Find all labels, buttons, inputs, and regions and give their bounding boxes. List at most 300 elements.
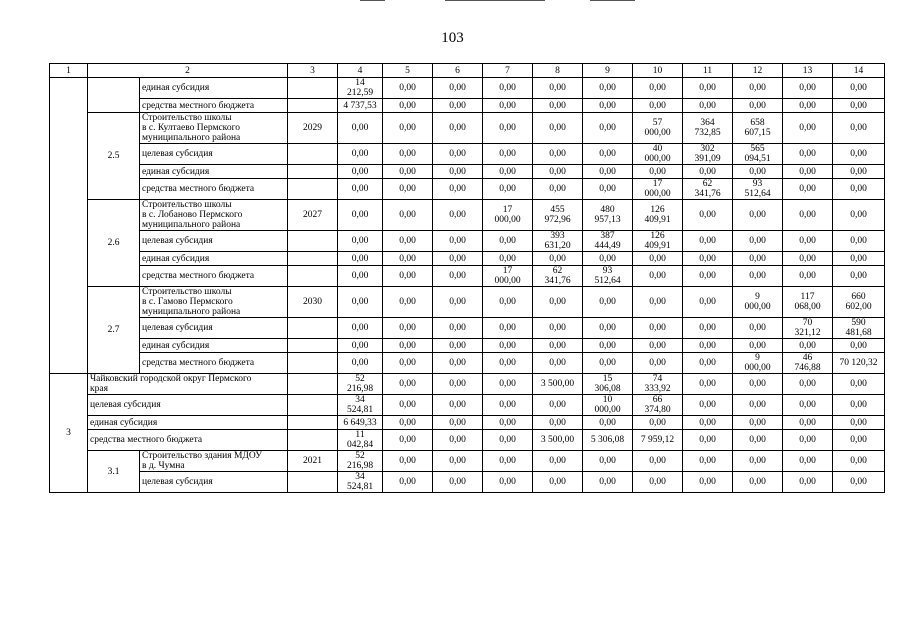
value-cell: 17 000,00 <box>633 179 683 200</box>
section-number-cell: 3 <box>50 374 88 493</box>
value-cell: 0,00 <box>533 113 583 144</box>
value-cell: 52 216,98 <box>338 451 383 472</box>
column-header: 9 <box>583 64 633 78</box>
column-header: 11 <box>683 64 733 78</box>
table-row <box>50 430 885 451</box>
year-cell <box>288 374 338 395</box>
table-row <box>50 200 885 231</box>
value-cell: 0,00 <box>733 78 783 99</box>
value-cell: 0,00 <box>733 374 783 395</box>
value-cell: 658 607,15 <box>733 113 783 144</box>
value-cell: 0,00 <box>483 144 533 165</box>
value-cell: 0,00 <box>383 99 433 113</box>
value-cell: 0,00 <box>733 99 783 113</box>
value-cell: 0,00 <box>783 165 833 179</box>
value-cell: 0,00 <box>433 231 483 252</box>
value-cell: 0,00 <box>633 165 683 179</box>
value-cell: 0,00 <box>833 451 885 472</box>
value-cell: 57 000,00 <box>633 113 683 144</box>
row-label: Строительство здания МДОУ в д. Чумна <box>140 451 288 472</box>
value-cell: 0,00 <box>833 200 885 231</box>
year-cell <box>288 353 338 374</box>
table-row <box>50 179 885 200</box>
value-cell: 0,00 <box>533 451 583 472</box>
value-cell: 0,00 <box>483 179 533 200</box>
value-cell: 74 333,92 <box>633 374 683 395</box>
value-cell: 0,00 <box>533 472 583 493</box>
row-label: средства местного бюджета <box>88 430 288 451</box>
value-cell: 0,00 <box>633 472 683 493</box>
table-row <box>50 78 885 99</box>
value-cell: 0,00 <box>633 287 683 318</box>
value-cell: 46 746,88 <box>783 353 833 374</box>
value-cell: 0,00 <box>683 231 733 252</box>
value-cell: 302 391,09 <box>683 144 733 165</box>
value-cell: 0,00 <box>433 451 483 472</box>
value-cell: 70 321,12 <box>783 318 833 339</box>
value-cell: 10 000,00 <box>583 395 633 416</box>
value-cell: 0,00 <box>633 78 683 99</box>
value-cell: 0,00 <box>383 430 433 451</box>
table-row <box>50 374 885 395</box>
value-cell: 0,00 <box>783 144 833 165</box>
value-cell: 0,00 <box>683 451 733 472</box>
section-number-cell <box>50 78 88 374</box>
column-header: 4 <box>338 64 383 78</box>
table-row <box>50 99 885 113</box>
value-cell: 0,00 <box>583 451 633 472</box>
value-cell: 0,00 <box>383 416 433 430</box>
year-cell <box>288 78 338 99</box>
value-cell: 0,00 <box>783 231 833 252</box>
value-cell: 0,00 <box>683 252 733 266</box>
row-label: средства местного бюджета <box>140 266 288 287</box>
value-cell: 0,00 <box>683 395 733 416</box>
value-cell: 0,00 <box>733 318 783 339</box>
value-cell: 0,00 <box>483 99 533 113</box>
value-cell: 0,00 <box>483 430 533 451</box>
value-cell: 0,00 <box>533 318 583 339</box>
value-cell: 0,00 <box>483 374 533 395</box>
value-cell: 0,00 <box>633 353 683 374</box>
value-cell: 0,00 <box>783 78 833 99</box>
value-cell: 0,00 <box>583 353 633 374</box>
value-cell: 126 409,91 <box>633 200 683 231</box>
value-cell: 14 212,59 <box>338 78 383 99</box>
value-cell: 0,00 <box>583 318 633 339</box>
value-cell: 3 500,00 <box>533 430 583 451</box>
table-row <box>50 472 885 493</box>
value-cell: 0,00 <box>433 430 483 451</box>
value-cell: 0,00 <box>683 165 733 179</box>
value-cell: 0,00 <box>733 451 783 472</box>
value-cell: 15 306,08 <box>583 374 633 395</box>
row-label: целевая субсидия <box>140 318 288 339</box>
value-cell: 0,00 <box>633 416 683 430</box>
value-cell: 0,00 <box>483 353 533 374</box>
row-label: Строительство школы в с. Гамово Пермского муниципального района <box>140 287 288 318</box>
table-row <box>50 113 885 144</box>
table-row <box>50 266 885 287</box>
value-cell: 0,00 <box>633 451 683 472</box>
year-cell: 2029 <box>288 113 338 144</box>
value-cell: 0,00 <box>833 416 885 430</box>
year-cell <box>288 99 338 113</box>
value-cell: 0,00 <box>583 99 633 113</box>
value-cell: 0,00 <box>583 113 633 144</box>
value-cell: 0,00 <box>338 252 383 266</box>
value-cell: 0,00 <box>783 99 833 113</box>
value-cell: 5 306,08 <box>583 430 633 451</box>
value-cell: 0,00 <box>533 78 583 99</box>
value-cell: 6 649,33 <box>338 416 383 430</box>
value-cell: 0,00 <box>783 395 833 416</box>
item-number-cell: 3.1 <box>88 451 140 493</box>
value-cell: 0,00 <box>833 78 885 99</box>
column-header: 12 <box>733 64 783 78</box>
year-cell <box>288 318 338 339</box>
row-label: целевая субсидия <box>88 395 288 416</box>
value-cell: 0,00 <box>383 113 433 144</box>
value-cell: 0,00 <box>383 318 433 339</box>
year-cell <box>288 430 338 451</box>
year-cell <box>288 231 338 252</box>
value-cell: 0,00 <box>683 78 733 99</box>
column-header: 10 <box>633 64 683 78</box>
item-number-cell: 2.5 <box>88 113 140 200</box>
value-cell: 0,00 <box>338 200 383 231</box>
value-cell: 0,00 <box>433 339 483 353</box>
value-cell: 0,00 <box>683 416 733 430</box>
value-cell: 0,00 <box>533 144 583 165</box>
column-header: 2 <box>88 64 288 78</box>
value-cell: 0,00 <box>833 430 885 451</box>
value-cell: 0,00 <box>433 99 483 113</box>
column-header: 8 <box>533 64 583 78</box>
year-cell: 2030 <box>288 287 338 318</box>
value-cell: 0,00 <box>833 113 885 144</box>
row-label: средства местного бюджета <box>140 353 288 374</box>
value-cell: 0,00 <box>533 395 583 416</box>
value-cell: 0,00 <box>433 144 483 165</box>
row-label: средства местного бюджета <box>140 179 288 200</box>
table-row <box>50 353 885 374</box>
value-cell: 0,00 <box>633 252 683 266</box>
value-cell: 0,00 <box>683 318 733 339</box>
value-cell: 0,00 <box>633 99 683 113</box>
value-cell: 0,00 <box>683 200 733 231</box>
value-cell: 0,00 <box>338 165 383 179</box>
value-cell: 0,00 <box>833 231 885 252</box>
table-row <box>50 165 885 179</box>
table-row <box>50 339 885 353</box>
value-cell: 480 957,13 <box>583 200 633 231</box>
value-cell: 0,00 <box>483 395 533 416</box>
value-cell: 0,00 <box>433 318 483 339</box>
scan-edge-line-1 <box>360 0 385 1</box>
value-cell: 0,00 <box>583 252 633 266</box>
value-cell: 0,00 <box>433 78 483 99</box>
value-cell: 0,00 <box>383 353 433 374</box>
value-cell: 0,00 <box>483 252 533 266</box>
value-cell: 0,00 <box>338 353 383 374</box>
year-cell <box>288 472 338 493</box>
table-row <box>50 287 885 318</box>
value-cell: 0,00 <box>733 231 783 252</box>
value-cell: 0,00 <box>383 339 433 353</box>
value-cell: 455 972,96 <box>533 200 583 231</box>
row-label: целевая субсидия <box>140 144 288 165</box>
year-cell <box>288 179 338 200</box>
year-cell <box>288 416 338 430</box>
table-row <box>50 395 885 416</box>
value-cell: 0,00 <box>433 179 483 200</box>
value-cell: 0,00 <box>733 416 783 430</box>
value-cell: 0,00 <box>533 99 583 113</box>
value-cell: 0,00 <box>733 430 783 451</box>
table-row <box>50 318 885 339</box>
value-cell: 0,00 <box>433 416 483 430</box>
column-header: 14 <box>833 64 885 78</box>
value-cell: 0,00 <box>433 472 483 493</box>
column-header: 3 <box>288 64 338 78</box>
value-cell: 0,00 <box>583 144 633 165</box>
value-cell: 3 500,00 <box>533 374 583 395</box>
value-cell: 4 737,53 <box>338 99 383 113</box>
value-cell: 0,00 <box>783 179 833 200</box>
value-cell: 0,00 <box>683 430 733 451</box>
value-cell: 93 512,64 <box>733 179 783 200</box>
value-cell: 0,00 <box>833 99 885 113</box>
value-cell: 0,00 <box>783 430 833 451</box>
value-cell: 0,00 <box>833 472 885 493</box>
table-row <box>50 231 885 252</box>
value-cell: 62 341,76 <box>533 266 583 287</box>
value-cell: 0,00 <box>733 472 783 493</box>
value-cell: 11 042,84 <box>338 430 383 451</box>
value-cell: 0,00 <box>783 339 833 353</box>
value-cell: 0,00 <box>683 99 733 113</box>
column-header: 1 <box>50 64 88 78</box>
value-cell: 565 094,51 <box>733 144 783 165</box>
value-cell: 0,00 <box>733 252 783 266</box>
value-cell: 0,00 <box>433 200 483 231</box>
value-cell: 0,00 <box>483 451 533 472</box>
value-cell: 0,00 <box>733 339 783 353</box>
row-label: средства местного бюджета <box>140 99 288 113</box>
value-cell: 0,00 <box>783 472 833 493</box>
year-cell <box>288 144 338 165</box>
value-cell: 93 512,64 <box>583 266 633 287</box>
value-cell: 0,00 <box>433 395 483 416</box>
value-cell: 0,00 <box>533 252 583 266</box>
value-cell: 0,00 <box>833 179 885 200</box>
value-cell: 0,00 <box>433 374 483 395</box>
value-cell: 0,00 <box>483 113 533 144</box>
value-cell: 0,00 <box>433 165 483 179</box>
value-cell: 0,00 <box>683 287 733 318</box>
value-cell: 34 524,81 <box>338 472 383 493</box>
value-cell: 0,00 <box>783 374 833 395</box>
value-cell: 0,00 <box>383 472 433 493</box>
value-cell: 0,00 <box>383 78 433 99</box>
value-cell: 0,00 <box>533 165 583 179</box>
row-label: целевая субсидия <box>140 472 288 493</box>
value-cell: 0,00 <box>383 252 433 266</box>
value-cell: 0,00 <box>433 266 483 287</box>
value-cell: 0,00 <box>533 287 583 318</box>
value-cell: 0,00 <box>433 252 483 266</box>
value-cell: 0,00 <box>383 144 433 165</box>
value-cell: 17 000,00 <box>483 200 533 231</box>
value-cell: 0,00 <box>483 231 533 252</box>
value-cell: 0,00 <box>833 395 885 416</box>
value-cell: 117 068,00 <box>783 287 833 318</box>
value-cell: 0,00 <box>338 144 383 165</box>
value-cell: 70 120,32 <box>833 353 885 374</box>
value-cell: 0,00 <box>783 451 833 472</box>
value-cell: 0,00 <box>383 266 433 287</box>
table-row <box>50 416 885 430</box>
value-cell: 0,00 <box>383 287 433 318</box>
value-cell: 0,00 <box>633 339 683 353</box>
value-cell: 0,00 <box>733 200 783 231</box>
row-label: единая субсидия <box>140 78 288 99</box>
value-cell: 0,00 <box>633 266 683 287</box>
value-cell: 9 000,00 <box>733 353 783 374</box>
value-cell: 0,00 <box>383 451 433 472</box>
budget-table <box>49 63 885 493</box>
value-cell: 0,00 <box>783 113 833 144</box>
value-cell: 0,00 <box>533 353 583 374</box>
row-label: Строительство школы в с. Лобаново Пермского муниципального района <box>140 200 288 231</box>
value-cell: 393 631,20 <box>533 231 583 252</box>
value-cell: 0,00 <box>683 374 733 395</box>
row-label: целевая субсидия <box>140 231 288 252</box>
value-cell: 0,00 <box>533 339 583 353</box>
year-cell <box>288 252 338 266</box>
value-cell: 0,00 <box>383 395 433 416</box>
value-cell: 364 732,85 <box>683 113 733 144</box>
value-cell: 0,00 <box>338 179 383 200</box>
value-cell: 52 216,98 <box>338 374 383 395</box>
year-cell: 2021 <box>288 451 338 472</box>
value-cell: 0,00 <box>583 78 633 99</box>
value-cell: 0,00 <box>583 179 633 200</box>
value-cell: 40 000,00 <box>633 144 683 165</box>
value-cell: 0,00 <box>683 472 733 493</box>
scan-edge-line-2 <box>445 0 545 1</box>
year-cell <box>288 266 338 287</box>
row-label: Чайковский городской округ Пермского края <box>88 374 288 395</box>
value-cell: 0,00 <box>338 113 383 144</box>
year-cell <box>288 339 338 353</box>
column-header: 5 <box>383 64 433 78</box>
value-cell: 0,00 <box>533 179 583 200</box>
value-cell: 0,00 <box>583 339 633 353</box>
value-cell: 0,00 <box>833 165 885 179</box>
value-cell: 34 524,81 <box>338 395 383 416</box>
year-cell <box>288 165 338 179</box>
value-cell: 0,00 <box>483 287 533 318</box>
value-cell: 0,00 <box>833 374 885 395</box>
scan-edge-line-3 <box>590 0 635 1</box>
value-cell: 0,00 <box>383 231 433 252</box>
table-row <box>50 144 885 165</box>
value-cell: 0,00 <box>833 266 885 287</box>
value-cell: 0,00 <box>483 165 533 179</box>
value-cell: 62 341,76 <box>683 179 733 200</box>
value-cell: 0,00 <box>433 287 483 318</box>
value-cell: 0,00 <box>783 200 833 231</box>
value-cell: 126 409,91 <box>633 231 683 252</box>
row-label: единая субсидия <box>140 339 288 353</box>
row-label: единая субсидия <box>88 416 288 430</box>
year-cell <box>288 395 338 416</box>
value-cell: 0,00 <box>483 78 533 99</box>
column-header: 13 <box>783 64 833 78</box>
value-cell: 0,00 <box>483 318 533 339</box>
value-cell: 0,00 <box>338 339 383 353</box>
value-cell: 0,00 <box>833 339 885 353</box>
value-cell: 0,00 <box>338 266 383 287</box>
value-cell: 0,00 <box>683 266 733 287</box>
value-cell: 0,00 <box>783 266 833 287</box>
value-cell: 0,00 <box>583 165 633 179</box>
value-cell: 0,00 <box>683 339 733 353</box>
page-number: 103 <box>441 30 464 46</box>
value-cell: 0,00 <box>483 472 533 493</box>
value-cell: 0,00 <box>483 339 533 353</box>
item-number-cell: 2.7 <box>88 287 140 374</box>
value-cell: 0,00 <box>683 353 733 374</box>
value-cell: 0,00 <box>633 318 683 339</box>
value-cell: 0,00 <box>338 318 383 339</box>
value-cell: 0,00 <box>783 416 833 430</box>
item-number-cell: 2.6 <box>88 200 140 287</box>
table-row <box>50 252 885 266</box>
value-cell: 0,00 <box>583 472 633 493</box>
value-cell: 0,00 <box>338 287 383 318</box>
value-cell: 0,00 <box>583 287 633 318</box>
value-cell: 387 444,49 <box>583 231 633 252</box>
value-cell: 0,00 <box>733 395 783 416</box>
row-label: единая субсидия <box>140 252 288 266</box>
column-header: 6 <box>433 64 483 78</box>
value-cell: 17 000,00 <box>483 266 533 287</box>
value-cell: 0,00 <box>383 374 433 395</box>
value-cell: 0,00 <box>533 416 583 430</box>
value-cell: 9 000,00 <box>733 287 783 318</box>
item-number-cell <box>88 78 140 113</box>
value-cell: 0,00 <box>583 416 633 430</box>
value-cell: 590 481,68 <box>833 318 885 339</box>
value-cell: 0,00 <box>433 113 483 144</box>
value-cell: 0,00 <box>733 165 783 179</box>
row-label: единая субсидия <box>140 165 288 179</box>
value-cell: 0,00 <box>338 231 383 252</box>
value-cell: 0,00 <box>783 252 833 266</box>
value-cell: 0,00 <box>833 144 885 165</box>
year-cell: 2027 <box>288 200 338 231</box>
header-row <box>50 64 885 78</box>
value-cell: 0,00 <box>483 416 533 430</box>
row-label: Строительство школы в с. Култаево Пермского муниципального района <box>140 113 288 144</box>
value-cell: 0,00 <box>433 353 483 374</box>
value-cell: 0,00 <box>833 252 885 266</box>
value-cell: 66 374,80 <box>633 395 683 416</box>
value-cell: 7 959,12 <box>633 430 683 451</box>
